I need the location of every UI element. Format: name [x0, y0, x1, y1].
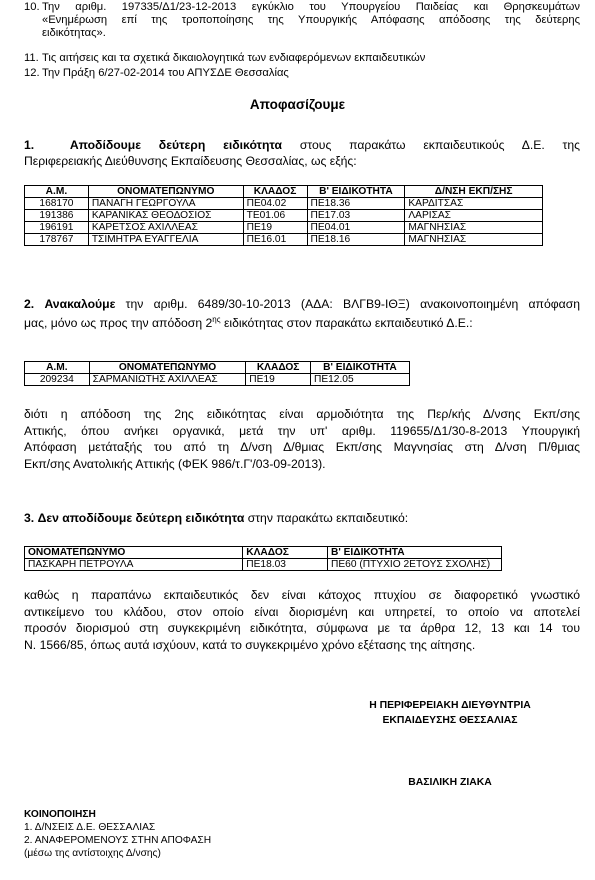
section2-line2-b: ειδικότητας στον παρακάτω εκπαιδευτικό Δ.Ε.: — [220, 316, 473, 331]
ref-line: Τις αιτήσεις και τα σχετικά δικαιολογητικά των ενδιαφερόμενων εκπαιδευτικών — [42, 52, 426, 64]
section2-table — [24, 361, 410, 386]
header-second-specialty: Β' ΕΙΔΙΚΟΤΗΤΑ — [310, 362, 409, 374]
cell-klados: ΠΕ19 — [243, 222, 307, 234]
table-header — [25, 186, 543, 198]
cell-directorate: ΜΑΓΝΗΣΙΑΣ — [405, 222, 543, 234]
distribution-title: ΚΟΙΝΟΠΟΙΗΣΗ — [24, 809, 96, 820]
table-row — [25, 198, 543, 210]
section2-number: 2. — [24, 297, 35, 311]
cell-directorate: ΛΑΡΙΣΑΣ — [405, 210, 543, 222]
cell-name: ΠΑΣΚΑΡΗ ΠΕΤΡΟΥΛΑ — [25, 559, 243, 571]
table-header — [25, 362, 410, 374]
ref-number: 10. — [24, 1, 40, 13]
paragraph-line: αντικείμενο του κλάδου, στον οποίο είναι διορισμένη και υπηρετεί, το οποίο να αποτελεί — [24, 604, 580, 619]
paragraph-line: Αττικής, όπου ανήκει οργανικά, μετά την υπ' αριθμ. 119655/Δ1/30-8-2013 Υπουργική — [24, 423, 580, 438]
cell-name: ΚΑΡΕΤΣΟΣ ΑΧΙΛΛΕΑΣ — [88, 222, 243, 234]
section3-table — [24, 546, 502, 571]
section3-intro — [24, 510, 580, 526]
paragraph-line: διότι η απόδοση της 2ης ειδικότητας είναι αρμοδιότητα της Περ/κής Δ/νσης Εκπ/σης — [24, 407, 580, 421]
cell-specialty: ΠΕ12.05 — [310, 374, 409, 386]
paragraph-line: προσόν διορισμού στη συγκεκριμένη ειδικότητα, σύμφωνα με τα άρθρα 12, 13 και 14 του — [24, 621, 580, 635]
paragraph-line: Απόφαση μετάταξής του από τη Δ/νση Δ/θμιας Εκπ/σης Μαγνησίας στη Δ/νση Π/θμιας — [24, 440, 580, 454]
header-name: ΟΝΟΜΑΤΕΠΩΝΥΜΟ — [25, 547, 243, 559]
section2-intro — [24, 296, 580, 331]
section2-line2-a: μας, μόνο ως προς την απόδοση 2 — [24, 316, 213, 331]
cell-am: 191386 — [25, 210, 89, 222]
table-row — [25, 374, 410, 386]
table-row — [25, 222, 543, 234]
section1-text: στους παρακάτω εκπαιδευτικούς Δ.Ε. της — [299, 138, 581, 152]
signature-name: ΒΑΣΙΛΙΚΗ ΖΙΑΚΑ — [408, 777, 492, 788]
cell-specialty: ΠΕ18.16 — [307, 234, 405, 246]
section2-superscript: ης — [212, 315, 221, 324]
header-klados: ΚΛΑΔΟΣ — [243, 547, 328, 559]
header-directorate: Δ/ΝΣΗ ΕΚΠ/ΣΗΣ — [405, 186, 543, 198]
cell-specialty: ΠΕ18.36 — [307, 198, 405, 210]
table-header — [25, 547, 502, 559]
header-second-specialty: Β' ΕΙΔΙΚΟΤΗΤΑ — [328, 547, 502, 559]
section3-text: στην παρακάτω εκπαιδευτικό: — [247, 511, 409, 525]
header-am: Α.Μ. — [25, 186, 89, 198]
ref-number: 12. — [24, 67, 40, 79]
ref-line: «Ενημέρωση επί της τροποποίησης της Υπουργικής Απόφασης απόδοσης της δεύτερης — [42, 14, 580, 26]
cell-am: 168170 — [25, 198, 89, 210]
header-klados: ΚΛΑΔΟΣ — [246, 362, 311, 374]
distribution-line: (μέσω της αντίστοιχης Δ/νσης) — [24, 848, 161, 859]
paragraph-line: Εκπ/σης Ανατολικής Αττικής (ΦΕΚ 986/τ.Γ'/03-09-2013). — [24, 456, 326, 471]
header-name: ΟΝΟΜΑΤΕΠΩΝΥΜΟ — [88, 186, 243, 198]
section1-bold: Αποδίδουμε δεύτερη ειδικότητα — [69, 138, 283, 152]
cell-klados: ΠΕ18.03 — [243, 559, 328, 571]
cell-am: 196191 — [25, 222, 89, 234]
header-name: ΟΝΟΜΑΤΕΠΩΝΥΜΟ — [89, 362, 246, 374]
distribution-line: 1. Δ/ΝΣΕΙΣ Δ.Ε. ΘΕΣΣΑΛΙΑΣ — [24, 822, 156, 833]
cell-specialty: ΠΕ17.03 — [307, 210, 405, 222]
ref-number: 11. — [24, 52, 39, 64]
table-row — [25, 559, 502, 571]
decision-title: Αποφασίζουμε — [249, 97, 346, 112]
cell-directorate: ΜΑΓΝΗΣΙΑΣ — [405, 234, 543, 246]
table-row — [25, 210, 543, 222]
signature-line2: ΕΚΠΑΙΔΕΥΣΗΣ ΘΕΣΣΑΛΙΑΣ — [382, 715, 518, 726]
ref-line: ειδικότητας». — [42, 27, 106, 39]
cell-klados: ΠΕ04.02 — [243, 198, 307, 210]
distribution-block — [24, 808, 211, 860]
section2-bold: Ανακαλούμε — [44, 297, 116, 311]
cell-klados: ΤΕ01.06 — [243, 210, 307, 222]
paragraph-line: Ν. 1566/85, όπως αυτά ισχύουν, κατά το συγκεκριμένο χρόνο εξέτασης της αίτησης. — [24, 637, 476, 652]
cell-am: 178767 — [25, 234, 89, 246]
header-klados: ΚΛΑΔΟΣ — [243, 186, 307, 198]
header-am: Α.Μ. — [25, 362, 90, 374]
section3-bold: Δεν αποδίδουμε δεύτερη ειδικότητα — [37, 511, 245, 525]
section2-text: την αριθμ. 6489/30-10-2013 (ΑΔΑ: ΒΛΓΒ9-ΙΘΞ) ανακοινοποιημένη απόφαση — [125, 297, 580, 311]
signature-line1: Η ΠΕΡΙΦΕΡΕΙΑΚΗ ΔΙΕΥΘΥΝΤΡΙΑ — [369, 700, 531, 711]
ref-line: Την Πράξη 6/27-02-2014 του ΑΠΥΣΔΕ Θεσσαλίας — [42, 67, 289, 79]
section3-paragraph — [24, 587, 580, 653]
ref-item-12 — [24, 67, 289, 80]
cell-klados: ΠΕ16.01 — [243, 234, 307, 246]
cell-directorate: ΚΑΡΔΙΤΣΑΣ — [405, 198, 543, 210]
ref-line: Την αριθμ. 197335/Δ1/23-12-2013 εγκύκλιο του Υπουργείου Παιδείας και Θρησκευμάτων — [42, 1, 580, 13]
header-second-specialty: Β' ΕΙΔΙΚΟΤΗΤΑ — [307, 186, 405, 198]
section1-intro — [24, 137, 580, 169]
signature-title — [350, 698, 550, 728]
cell-name: ΤΣΙΜΗΤΡΑ ΕΥΑΓΓΕΛΙΑ — [88, 234, 243, 246]
cell-specialty: ΠΕ04.01 — [307, 222, 405, 234]
section1-line2: Περιφερειακής Διεύθυνσης Εκπαίδευσης Θεσσαλίας, ως εξής: — [24, 154, 357, 168]
section1-number: 1. — [24, 138, 35, 152]
cell-am: 209234 — [25, 374, 90, 386]
cell-specialty: ΠΕ60 (ΠΤΥΧΙΟ 2ΕΤΟΥΣ ΣΧΟΛΗΣ) — [328, 559, 502, 571]
ref-item-11 — [24, 52, 425, 65]
section2-paragraph — [24, 406, 580, 472]
distribution-line: 2. ΑΝΑΦΕΡΟΜΕΝΟΥΣ ΣΤΗΝ ΑΠΟΦΑΣΗ — [24, 835, 212, 846]
section1-table — [24, 185, 543, 246]
ref-item-10 — [24, 1, 580, 40]
cell-name: ΠΑΝΑΓΗ ΓΕΩΡΓΟΥΛΑ — [88, 198, 243, 210]
section2-line2 — [24, 312, 580, 331]
cell-klados: ΠΕ19 — [246, 374, 311, 386]
cell-name: ΚΑΡΑΝΙΚΑΣ ΘΕΟΔΟΣΙΟΣ — [88, 210, 243, 222]
cell-name: ΣΑΡΜΑΝΙΩΤΗΣ ΑΧΙΛΛΕΑΣ — [89, 374, 246, 386]
paragraph-line: καθώς η παραπάνω εκπαιδευτικός δεν είναι κάτοχος πτυχίου σε διαφορετικό γνωστικό — [24, 588, 580, 602]
section3-number: 3. — [24, 511, 35, 525]
table-row — [25, 234, 543, 246]
